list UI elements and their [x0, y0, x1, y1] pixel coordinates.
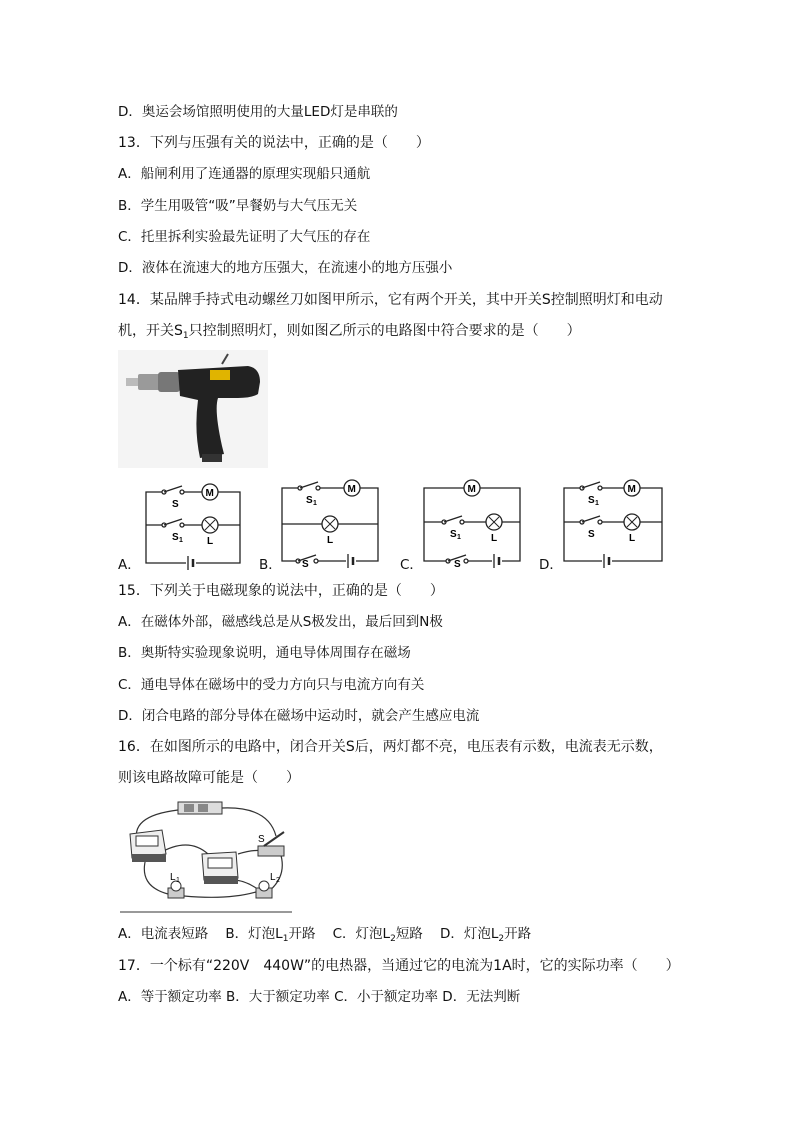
q16-battery-pack — [178, 802, 222, 814]
q13-option-c: C．托里拆利实验最先证明了大气压的存在 — [118, 229, 371, 245]
svg-text:1: 1 — [595, 500, 599, 507]
circuit-c — [416, 476, 530, 568]
circuit-a-label-s1: S — [172, 532, 179, 543]
svg-text:1: 1 — [313, 500, 317, 507]
svg-text:1: 1 — [179, 537, 183, 544]
q16-stem-line2: 则该电路故障可能是（ ） — [118, 770, 300, 786]
circuit-c-lamp — [486, 514, 502, 530]
q15-option-d: D．闭合电路的部分导体在磁场中运动时，就会产生感应电流 — [118, 708, 480, 724]
q14-label-a: A． — [118, 557, 141, 573]
svg-text:S: S — [450, 529, 457, 540]
circuit-a-label-s: S — [172, 499, 179, 510]
q17-options: A．等于额定功率 B．大于额定功率 C．小于额定功率 D．无法判断 — [118, 989, 521, 1005]
q16-circuit-figure — [118, 796, 294, 914]
svg-text:L: L — [207, 536, 214, 547]
q13-option-a: A．船闸利用了连通器的原理实现船只通航 — [118, 166, 371, 182]
svg-text:1: 1 — [457, 534, 461, 541]
svg-text:S: S — [454, 559, 461, 568]
svg-text:L: L — [270, 872, 276, 883]
q16-options — [118, 925, 531, 948]
svg-text:M: M — [627, 484, 636, 495]
q13-option-d: D．液体在流速大的地方压强大，在流速小的地方压强小 — [118, 260, 453, 276]
circuit-d — [556, 476, 670, 568]
svg-text:L: L — [629, 533, 636, 544]
q16-lamp-l2 — [256, 881, 272, 898]
q16-option-c: C．灯泡$L_2$短路 — [332, 926, 423, 944]
q14-label-c: C． — [400, 557, 423, 573]
q13-option-b: B．学生用吸管“吸”早餐奶与大气压无关 — [118, 198, 358, 214]
q12-option-d: D．奥运会场馆照明使用的大量LED灯是串联的 — [118, 104, 398, 120]
circuit-b-lamp — [322, 516, 338, 532]
svg-text:S: S — [306, 495, 313, 506]
svg-text:L: L — [327, 535, 334, 546]
q17-stem: 17．一个标有“220V 440W”的电热器，当通过它的电流为1A时，它的实际功率（ ） — [118, 958, 680, 974]
svg-text:M: M — [347, 484, 356, 495]
svg-text:2: 2 — [276, 877, 280, 884]
circuit-a-battery — [186, 556, 196, 570]
q16-ammeter — [130, 830, 166, 862]
svg-text:S: S — [588, 529, 595, 540]
q15-option-b: B．奥斯特实验现象说明，通电导体周围存在磁场 — [118, 645, 411, 661]
svg-text:S: S — [302, 559, 309, 568]
q16-label-s: S — [258, 834, 265, 845]
svg-text:S: S — [588, 495, 595, 506]
circuit-d-lamp — [624, 514, 640, 530]
circuit-a — [138, 480, 250, 570]
svg-text:M: M — [205, 488, 214, 499]
svg-text:L: L — [491, 533, 498, 544]
q15-option-c: C．通电导体在磁场中的受力方向只与电流方向有关 — [118, 677, 425, 693]
q14-label-b: B． — [259, 557, 282, 573]
q16-voltmeter — [202, 852, 238, 884]
screwdriver-photo — [118, 350, 268, 468]
q13-stem: 13．下列与压强有关的说法中，正确的是（ ） — [118, 135, 430, 151]
svg-text:L: L — [170, 872, 176, 883]
q16-stem-line1: 16．在如图所示的电路中，闭合开关S后，两灯都不亮，电压表有示数，电流表无示数， — [118, 739, 663, 755]
q15-option-a: A．在磁体外部，磁感线总是从S极发出，最后回到N极 — [118, 614, 443, 630]
q15-stem: 15．下列关于电磁现象的说法中，正确的是（ ） — [118, 583, 444, 599]
circuit-a-lamp — [202, 517, 218, 533]
q16-option-b: B．灯泡$L_1$开路 — [225, 926, 316, 944]
svg-text:M: M — [467, 484, 476, 495]
circuit-b — [274, 476, 386, 568]
q14-label-d: D． — [539, 557, 563, 573]
q16-option-d: D．灯泡$L_2$开路 — [439, 926, 532, 944]
q14-stem-line1: 14．某品牌手持式电动螺丝刀如图甲所示，它有两个开关，其中开关S控制照明灯和电动 — [118, 292, 663, 308]
svg-text:1: 1 — [176, 877, 180, 884]
q14-stem-line2: 机，开关$S_1$只控制照明灯，则如图乙所示的电路图中符合要求的是（ ） — [118, 323, 581, 341]
circuit-a-switch-s — [162, 486, 184, 496]
q16-option-a: A．电流表短路 — [118, 926, 209, 942]
